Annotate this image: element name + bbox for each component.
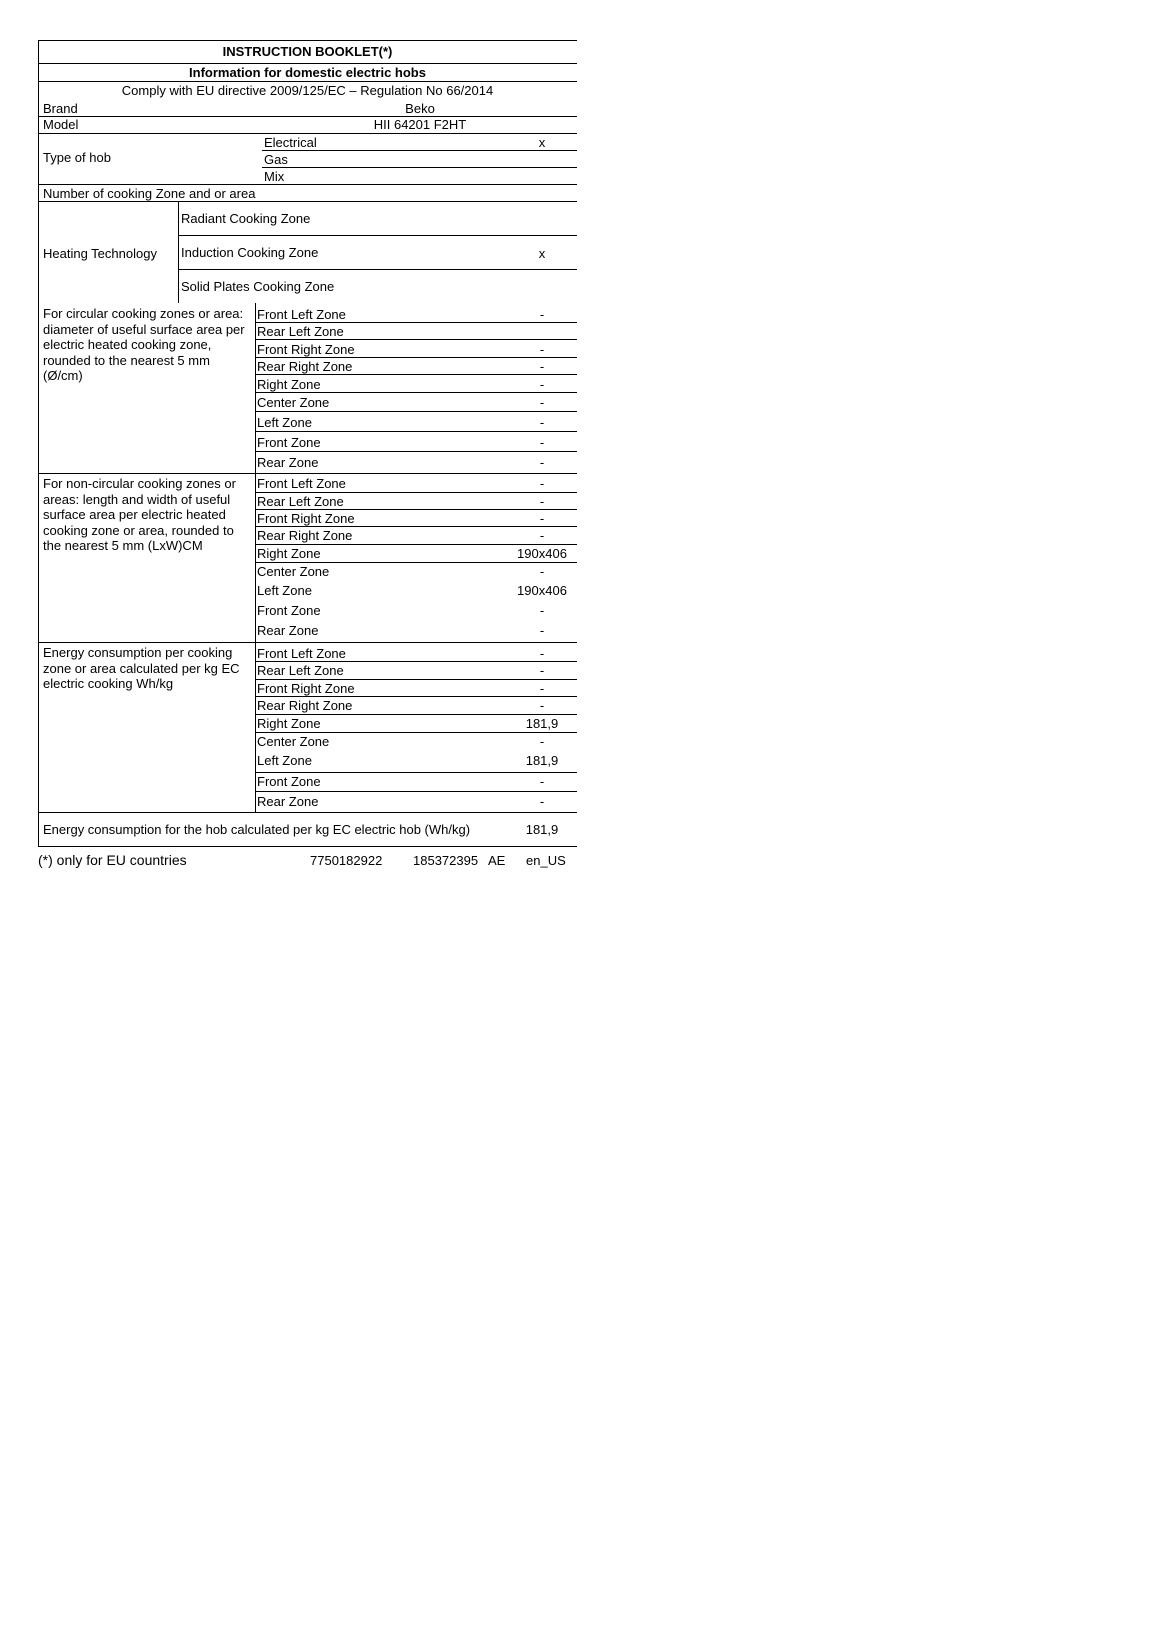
divider: [255, 562, 577, 563]
footnote: (*) only for EU countries: [38, 852, 187, 868]
noncircular-zone-value: -: [539, 603, 545, 618]
circular-zone-value: -: [539, 435, 545, 450]
divider: [255, 357, 577, 358]
circular-zone-label: Center Zone: [257, 395, 330, 410]
divider: [38, 63, 577, 64]
energy-zone-value: 181,9: [525, 716, 559, 731]
compliance-text: Comply with EU directive 2009/125/EC – Regulation No 66/2014: [121, 83, 494, 98]
noncircular-zone-label: Front Left Zone: [257, 476, 346, 491]
document-code: AE: [488, 853, 506, 868]
divider: [255, 661, 577, 662]
energy-zone-label: Right Zone: [257, 716, 321, 731]
divider: [255, 732, 577, 733]
circular-zone-value: -: [539, 395, 545, 410]
table-bottom-border: [38, 846, 577, 847]
total-energy-value: 181,9: [525, 822, 559, 837]
heating-mark: x: [538, 246, 546, 261]
circular-zone-value: -: [539, 415, 545, 430]
divider: [255, 526, 577, 527]
divider: [255, 431, 577, 432]
divider: [38, 81, 577, 82]
section-divider: [38, 642, 577, 643]
energy-zone-value: -: [539, 663, 545, 678]
circular-description: For circular cooking zones or area: diameter of useful surface area per electric heated cooking zone, rounded to the nearest 5 mm (Ø/cm): [43, 306, 245, 384]
column-divider: [178, 201, 179, 303]
energy-zone-value: -: [539, 698, 545, 713]
noncircular-zone-value: -: [539, 623, 545, 638]
divider: [178, 269, 577, 270]
column-divider: [255, 303, 256, 812]
energy-zone-value: -: [539, 646, 545, 661]
noncircular-zone-value: -: [539, 511, 545, 526]
energy-zone-value: 181,9: [525, 753, 559, 768]
brand-label: Brand: [43, 101, 78, 116]
noncircular-zone-label: Left Zone: [257, 583, 312, 598]
divider: [255, 392, 577, 393]
energy-zone-label: Rear Zone: [257, 794, 319, 809]
hob-type-label: Type of hob: [43, 150, 111, 165]
circular-zone-label: Left Zone: [257, 415, 312, 430]
circular-zone-label: Front Zone: [257, 435, 321, 450]
divider: [178, 235, 577, 236]
circular-zone-label: Rear Zone: [257, 455, 319, 470]
document-code: 7750182922: [310, 853, 383, 868]
energy-zone-label: Rear Left Zone: [257, 663, 344, 678]
divider: [255, 374, 577, 375]
heating-label: Heating Technology: [43, 246, 157, 261]
noncircular-zone-label: Front Zone: [257, 603, 321, 618]
energy-zone-value: -: [539, 774, 545, 789]
booklet-title: INSTRUCTION BOOKLET(*): [222, 44, 393, 59]
noncircular-zone-value: -: [539, 528, 545, 543]
noncircular-zone-label: Rear Zone: [257, 623, 319, 638]
heating-option: Induction Cooking Zone: [181, 245, 319, 260]
section-divider: [38, 812, 577, 813]
divider: [262, 167, 577, 168]
divider: [38, 201, 577, 202]
circular-zone-value: -: [539, 377, 545, 392]
divider: [262, 150, 577, 151]
circular-zone-label: Front Left Zone: [257, 307, 346, 322]
energy-zone-label: Rear Right Zone: [257, 698, 353, 713]
divider: [255, 451, 577, 452]
section-divider: [38, 473, 577, 474]
noncircular-description: For non-circular cooking zones or areas: length and width of useful surface area per electric heated cooking zone or area, rounded to the nearest 5 mm (LxW)CM: [43, 476, 236, 554]
circular-zone-value: -: [539, 342, 545, 357]
brand-value: Beko: [405, 101, 435, 116]
noncircular-zone-label: Front Right Zone: [257, 511, 355, 526]
hob-type-option: Mix: [264, 169, 285, 184]
divider: [255, 322, 577, 323]
circular-zone-value: -: [539, 359, 545, 374]
noncircular-zone-value: 190x406: [517, 546, 567, 561]
divider: [255, 696, 577, 697]
circular-zone-label: Rear Left Zone: [257, 324, 344, 339]
divider: [255, 544, 577, 545]
circular-zone-value: -: [539, 307, 545, 322]
circular-zone-label: Right Zone: [257, 377, 321, 392]
energy-zone-label: Front Zone: [257, 774, 321, 789]
noncircular-zone-value: 190x406: [517, 583, 567, 598]
energy-zone-value: -: [539, 681, 545, 696]
noncircular-zone-label: Rear Right Zone: [257, 528, 353, 543]
circular-zone-value: -: [539, 455, 545, 470]
energy-zone-value: -: [539, 794, 545, 809]
energy-description: Energy consumption per cooking zone or area calculated per kg EC electric cooking Wh/kg: [43, 645, 240, 692]
divider: [255, 492, 577, 493]
divider: [255, 772, 577, 773]
divider: [255, 791, 577, 792]
model-label: Model: [43, 117, 79, 132]
divider: [38, 184, 577, 185]
divider: [255, 411, 577, 412]
divider: [255, 339, 577, 340]
noncircular-zone-value: -: [539, 494, 545, 509]
table-left-border: [38, 40, 39, 847]
document-code: 185372395: [413, 853, 479, 868]
total-energy-label: Energy consumption for the hob calculated per kg EC electric hob (Wh/kg): [43, 822, 471, 837]
circular-zone-label: Rear Right Zone: [257, 359, 353, 374]
hob-type-mark: x: [538, 135, 546, 150]
divider: [255, 714, 577, 715]
energy-zone-value: -: [539, 734, 545, 749]
hob-type-option: Gas: [264, 152, 288, 167]
booklet-subtitle: Information for domestic electric hobs: [189, 65, 426, 80]
model-value: HII 64201 F2HT: [373, 117, 467, 132]
noncircular-zone-label: Rear Left Zone: [257, 494, 344, 509]
circular-zone-label: Front Right Zone: [257, 342, 355, 357]
heating-option: Solid Plates Cooking Zone: [181, 279, 335, 294]
divider: [255, 679, 577, 680]
hob-type-option: Electrical: [264, 135, 317, 150]
divider: [38, 133, 577, 134]
energy-zone-label: Left Zone: [257, 753, 312, 768]
heating-option: Radiant Cooking Zone: [181, 211, 311, 226]
noncircular-zone-value: -: [539, 564, 545, 579]
noncircular-zone-value: -: [539, 476, 545, 491]
noncircular-zone-label: Right Zone: [257, 546, 321, 561]
noncircular-zone-label: Center Zone: [257, 564, 330, 579]
energy-zone-label: Front Right Zone: [257, 681, 355, 696]
energy-zone-label: Center Zone: [257, 734, 330, 749]
table-top-border: [38, 40, 577, 41]
divider: [255, 509, 577, 510]
energy-zone-label: Front Left Zone: [257, 646, 346, 661]
zone-count-label: Number of cooking Zone and or area: [43, 186, 256, 201]
locale-code: en_US: [526, 853, 566, 868]
